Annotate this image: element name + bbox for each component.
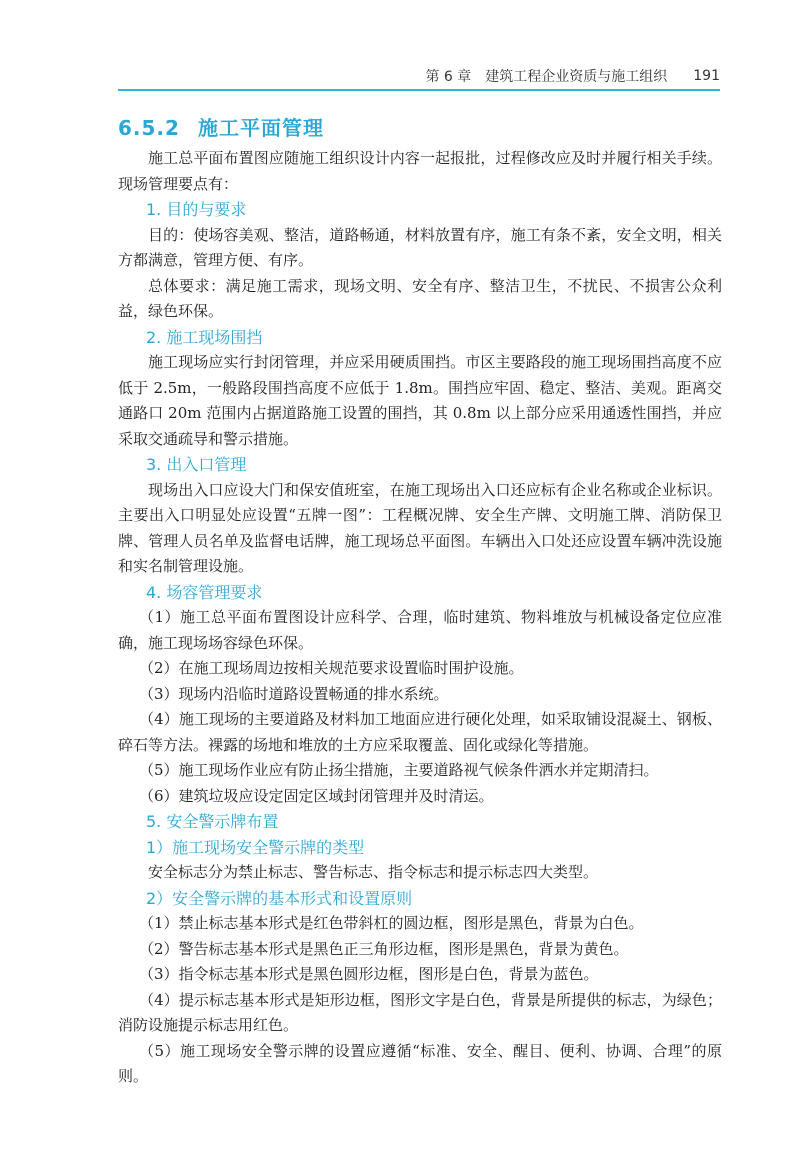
section-number: 6.5.2 <box>118 116 180 140</box>
sub-subsection-heading: 2）安全警示牌的基本形式和设置原则 <box>146 888 413 908</box>
sub-subsection-heading: 1）施工现场安全警示牌的类型 <box>146 837 365 857</box>
body-content <box>118 146 722 1090</box>
section-title-text: 施工平面管理 <box>197 116 324 140</box>
paragraph: 安全标志分为禁止标志、警告标志、指令标志和提示标志四大类型。 <box>148 863 599 881</box>
list-item: （4）提示标志基本形式是矩形边框，图形文字是白色，背景是所提供的标志，为绿色；消防设施提示标志用红色。 <box>118 990 722 1034</box>
list-item: （2）在施工现场周边按相关规范要求设置临时围护设施。 <box>139 659 524 677</box>
list-item: （3）指令标志基本形式是黑色圆形边框，图形是白色，背景为蓝色。 <box>139 965 599 983</box>
chapter-title: 建筑工程企业资质与施工组织 <box>485 69 668 85</box>
running-header <box>118 64 720 88</box>
section-title <box>118 112 324 141</box>
paragraph: 总体要求：满足施工需求，现场文明、安全有序、整洁卫生，不扰民、不损害公众利益，绿色环保。 <box>118 276 722 320</box>
paragraph: 施工现场应实行封闭管理，并应采用硬质围挡。市区主要路段的施工现场围挡高度不应低于 2.5m，一般路段围挡高度不应低于 1.8m。围挡应牢固、稳定、整洁、美观。距离交通路口 20m 范围内占据道路施工设置的围挡，其 0.8m 以上部分应采用通透性围挡，并应采取交通疏导和警示措施。 <box>118 353 722 448</box>
page-number: 191 <box>693 68 720 84</box>
subsection-heading: 3. 出入口管理 <box>146 455 247 474</box>
list-item: （6）建筑垃圾应设定固定区域封闭管理并及时清运。 <box>139 786 494 805</box>
chapter-number: 第 6 章 <box>425 69 472 85</box>
list-item: （1）禁止标志基本形式是红色带斜杠的圆边框，图形是黑色，背景为白色。 <box>139 914 644 932</box>
list-item: （3）现场内沿临时道路设置畅通的排水系统。 <box>139 684 449 703</box>
paragraph: 现场出入口应设大门和保安值班室，在施工现场出入口还应标有企业名称或企业标识。主要出入口明显处应设置“五牌一图”：工程概况牌、安全生产牌、文明施工牌、消防保卫牌、管理人员名单及监督电话牌，施工现场总平面图。车辆出入口处还应设置车辆冲洗设施和实名制管理设施。 <box>118 480 722 575</box>
header-rule <box>118 89 720 91</box>
intro-paragraph: 施工总平面布置图应随施工组织设计内容一起报批，过程修改应及时并履行相关手续。现场管理要点有： <box>118 149 722 193</box>
paragraph: 目的：使场容美观、整洁，道路畅通，材料放置有序，施工有条不紊，安全文明，相关方都满意，管理方便、有序。 <box>118 225 722 269</box>
list-item: （5）施工现场安全警示牌的设置应遵循“标准、安全、醒目、便利、协调、合理”的原则。 <box>118 1041 722 1085</box>
list-item: （2）警告标志基本形式是黑色正三角形边框，图形是黑色，背景为黄色。 <box>139 939 629 958</box>
list-item: （4）施工现场的主要道路及材料加工地面应进行硬化处理，如采取铺设混凝土、钢板、碎石等方法。裸露的场地和堆放的土方应采取覆盖、固化或绿化等措施。 <box>118 710 722 754</box>
subsection-heading: 2. 施工现场围挡 <box>146 327 263 347</box>
subsection-heading: 4. 场容管理要求 <box>146 582 263 602</box>
subsection-heading: 5. 安全警示牌布置 <box>146 812 279 831</box>
list-item: （5）施工现场作业应有防止扬尘措施，主要道路视气候条件洒水并定期清扫。 <box>139 761 659 779</box>
subsection-heading: 1. 目的与要求 <box>146 200 247 219</box>
list-item: （1）施工总平面布置图设计应科学、合理，临时建筑、物料堆放与机械设备定位应准确，施工现场场容绿色环保。 <box>118 608 722 652</box>
